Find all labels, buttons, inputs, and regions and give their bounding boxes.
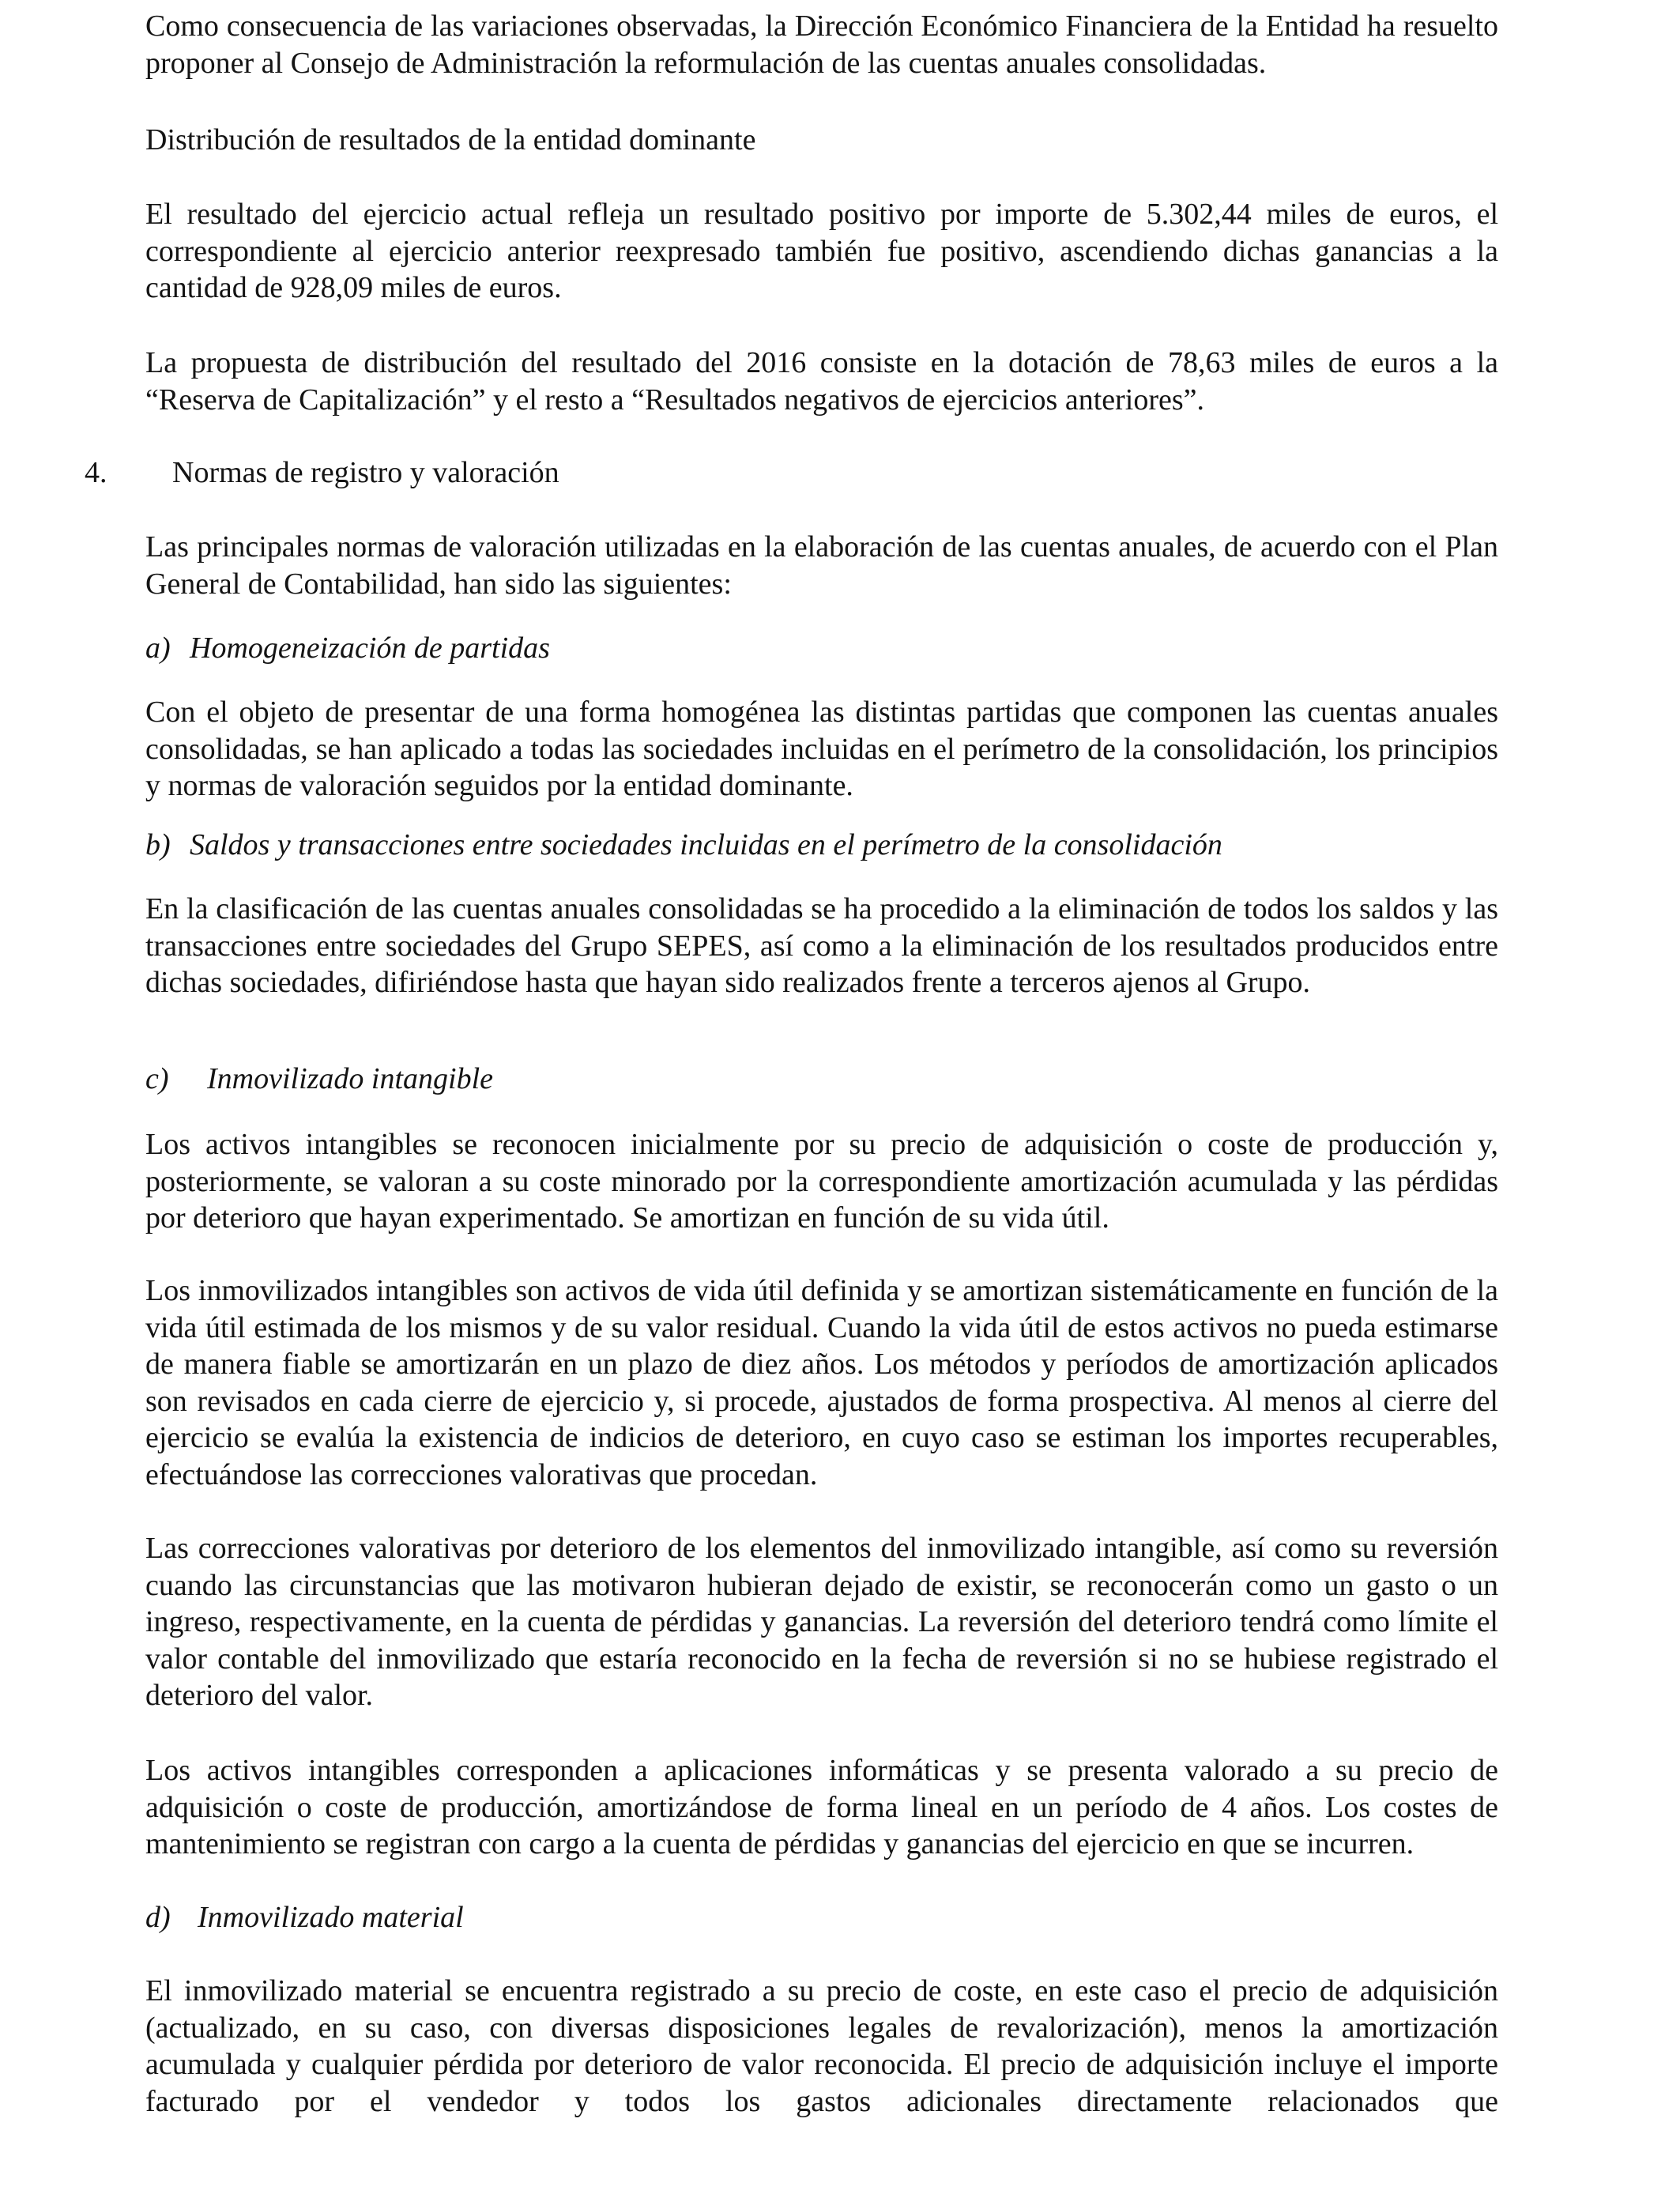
- subsection-a-title: Homogeneización de partidas: [190, 631, 550, 665]
- subsection-b-title: Saldos y transacciones entre sociedades incluidas en el perímetro de la consolidación: [190, 828, 1222, 861]
- section-number: 4.: [85, 456, 107, 489]
- subsection-c-title: Inmovilizado intangible: [207, 1062, 494, 1095]
- intro-paragraph: Como consecuencia de las variaciones observadas, la Dirección Económico Financiera de la Entidad ha resuelto proponer al Consejo de Administración la reformulación de las cuentas anuales consolidadas.: [145, 9, 1498, 80]
- subsection-a-letter: a): [145, 631, 171, 665]
- subsection-a-paragraph: Con el objeto de presentar de una forma homogénea las distintas partidas que componen las cuentas anuales consolidadas, se han aplicado a todas las sociedades incluidas en el perímetro de la consolidación, los principios y normas de valoración seguidos por la entidad dominante.: [145, 696, 1498, 802]
- subsection-c-paragraph-2: Los inmovilizados intangibles son activos de vida útil definida y se amortizan sistemáticamente en función de la vida útil estimada de los mismos y de su valor residual. Cuando la vida útil de estos activos no pueda estimarse de manera fiable se amortizarán en un plazo de diez años. Los métodos y períodos de amortización aplicados son revisados en cada cierre de ejercicio y, si procede, ajustados de forma prospectiva. Al menos al cierre del ejercicio se evalúa la existencia de indicios de deterioro, en cuyo caso se estiman los importes recuperables, efectuándose las correcciones valorativas que procedan.: [145, 1274, 1498, 1491]
- subsection-c-paragraph-3: Las correcciones valorativas por deterioro de los elementos del inmovilizado intangible, así como su reversión cuando las circunstancias que las motivaron hubieran dejado de existir, se reconocerán como un gasto o un ingreso, respectivamente, en la cuenta de pérdidas y ganancias. La reversión del deterioro tendrá como límite el valor contable del inmovilizado que estaría reconocido en la fecha de reversión si no se hubiese registrado el deterioro del valor.: [145, 1532, 1498, 1712]
- result-paragraph: El resultado del ejercicio actual refleja un resultado positivo por importe de 5.302,44 miles de euros, el correspondiente al ejercicio anterior reexpresado también fue positivo, ascendiendo dichas ganancias a la cantidad de 928,09 miles de euros.: [145, 198, 1498, 304]
- subsection-d-letter: d): [145, 1901, 171, 1934]
- subsection-b-paragraph: En la clasificación de las cuentas anuales consolidadas se ha procedido a la eliminación de todos los saldos y las transacciones entre sociedades del Grupo SEPES, así como a la eliminación de los resultados producidos entre dichas sociedades, difiriéndose hasta que hayan sido realizados frente a terceros ajenos al Grupo.: [145, 892, 1498, 999]
- proposal-paragraph: La propuesta de distribución del resultado del 2016 consiste en la dotación de 78,63 miles de euros a la “Reserva de Capitalización” y el resto a “Resultados negativos de ejercicios anteriores”.: [145, 346, 1498, 417]
- section-intro-paragraph: Las principales normas de valoración utilizadas en la elaboración de las cuentas anuales, de acuerdo con el Plan General de Contabilidad, han sido las siguientes:: [145, 530, 1498, 601]
- subsection-c-paragraph-4: Los activos intangibles corresponden a aplicaciones informáticas y se presenta valorado a su precio de adquisición o coste de producción, amortizándose de forma lineal en un período de 4 años. Los costes de mantenimiento se registran con cargo a la cuenta de pérdidas y ganancias del ejercicio en que se incurren.: [145, 1754, 1498, 1860]
- subsection-c-paragraph-1: Los activos intangibles se reconocen inicialmente por su precio de adquisición o coste de producción y, posteriormente, se valoran a su coste minorado por la correspondiente amortización acumulada y las pérdidas por deterioro que hayan experimentado. Se amortizan en función de su vida útil.: [145, 1128, 1498, 1235]
- subsection-b-letter: b): [145, 828, 171, 861]
- distribution-heading: Distribución de resultados de la entidad dominante: [145, 123, 756, 156]
- subsection-d-paragraph: El inmovilizado material se encuentra registrado a su precio de coste, en este caso el precio de adquisición (actualizado, en su caso, con diversas disposiciones legales de revalorización), menos la amortización acumulada y cualquier pérdida por deterioro de valor reconocida. El precio de adquisición incluye el importe facturado por el vendedor y todos los gastos adicionales directamente relacionados que: [145, 1974, 1498, 2118]
- section-title: Normas de registro y valoración: [172, 456, 559, 489]
- subsection-d-title: Inmovilizado material: [198, 1901, 464, 1934]
- subsection-c-letter: c): [145, 1062, 169, 1095]
